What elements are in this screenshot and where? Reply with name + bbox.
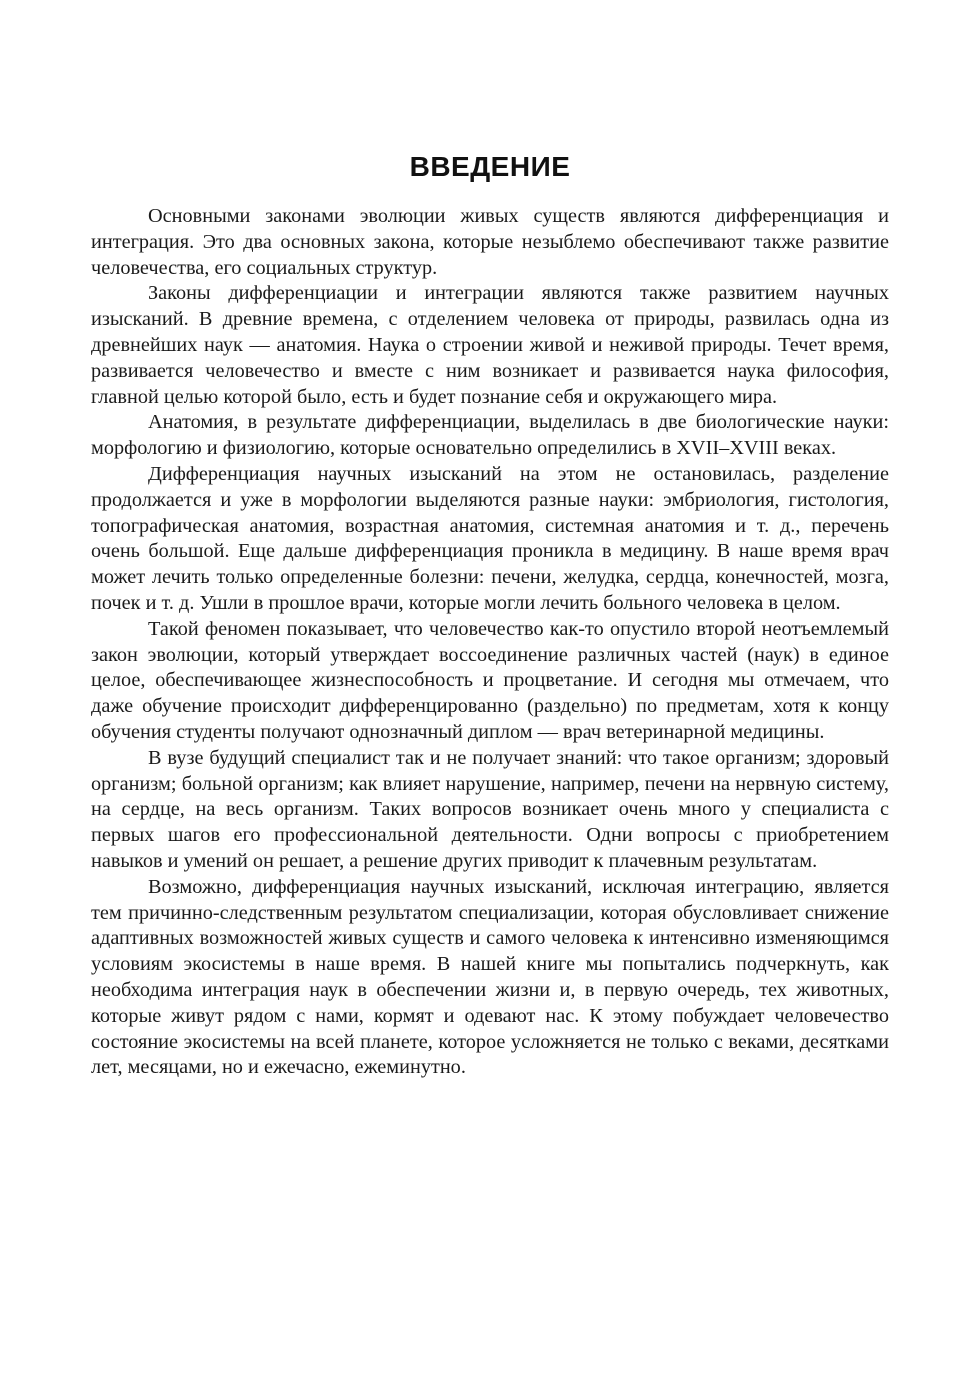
paragraph-3: Анатомия, в результате дифференциации, выделилась в две биологические науки: морфологию и физиологию, которые основательно определились в XVII–XVIII веках. bbox=[91, 411, 889, 460]
paragraph-2: Законы дифференциации и интеграции являются также развитием научных изысканий. В древние времена, с отделением человека от природы, развилась одна из древнейших наук — анатомия. Наука о строении живой и неживой природы. Течет время, развивается человечество и вместе с ним возникает и развивается наука философия, главной целью которой было, есть и будет познание себя и окружающего мира. bbox=[91, 282, 889, 408]
paragraph-7: Возможно, дифференциация научных изысканий, исключая интеграцию, является тем причинно-следственным результатом специализации, которая обусловливает снижение адаптивных возможностей живых существ и самого человека к интенсивно изменяющимся условиям экосистемы в наше время. В нашей книге мы попытались подчеркнуть, как необходима интеграция наук в обеспечении жизни и, в первую очередь, тех животных, которые живут рядом с нами, кормят и одевают нас. К этому побуждает человечество состояние экосистемы на всей планете, которое усложняется не только с веками, десятками лет, месяцами, но и ежечасно, ежеминутно. bbox=[91, 875, 889, 1079]
page-content bbox=[91, 148, 889, 1081]
page-title: ВВЕДЕНИЕ bbox=[409, 151, 571, 182]
paragraph-5: Такой феномен показывает, что человечество как-то опустило второй неотъемлемый закон эволюции, который утверждает воссоединение различных частей (наук) в единое целое, обеспечивающее жизнеспособность и процветание. И сегодня мы отмечаем, что даже обучение происходит дифференцированно (раздельно) по предметам, хотя к концу обучения студенты получают однозначный диплом — врач ветеринарной медицины. bbox=[91, 617, 889, 743]
paragraph-6: В вузе будущий специалист так и не получает знаний: что такое организм; здоровый организм; больной организм; как влияет нарушение, например, печени на нервную систему, на сердце, на весь организм. Таких вопросов возникает очень много у специалиста с первых шагов его профессиональной деятельности. Одни вопросы с приобретением навыков и умений он решает, а решение других приводит к плачевным результатам. bbox=[91, 746, 889, 872]
paragraph-4: Дифференциация научных изысканий на этом не остановилась, разделение продолжается и уже в морфологии выделяются разные науки: эмбриология, гистология, топографическая анатомия, возрастная анатомия, системная анатомия и т. д., перечень очень большой. Еще дальше дифференциация проникла в медицину. В наше время врач может лечить только определенные болезни: печени, желудка, сердца, конечностей, мозга, почек и т. д. Ушли в прошлое врачи, которые могли лечить больного человека в целом. bbox=[91, 462, 889, 614]
paragraph-1: Основными законами эволюции живых существ являются дифференциация и интеграция. Это два основных закона, которые незыблемо обеспечивают также развитие человечества, его социальных структур. bbox=[91, 205, 889, 279]
